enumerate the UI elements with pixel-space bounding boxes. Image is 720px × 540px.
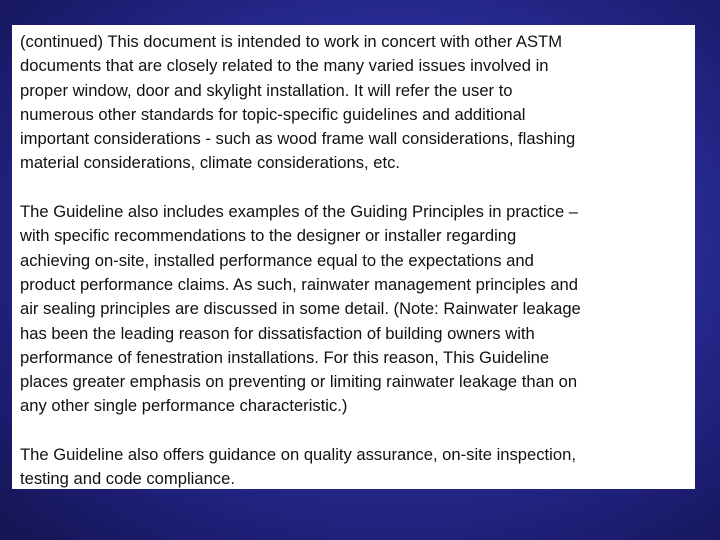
paragraph-continued-intro: (continued) This document is intended to work in concert with other ASTM documents that are closely related to the many varied issues involved in proper window, door and skylight installation. It will refer the user to numerous other standards for topic-specific guidelines and additional important considerations - such as wood frame wall considerations, flashing material considerations, climate considerations, etc.	[20, 32, 576, 173]
paragraph-quality-assurance: The Guideline also offers guidance on quality assurance, on-site inspection, testing and code compliance.	[20, 445, 576, 489]
slide-text-panel	[12, 25, 695, 489]
paragraph-guiding-principles: The Guideline also includes examples of the Guiding Principles in practice – with specific recommendations to the designer or installer regarding achieving on-site, installed performance equal to the expectations and product performance claims. As such, rainwater management principles and air sealing principles are discussed in some detail. (Note: Rainwater leakage has been the leading reason for dissatisfaction of building owners with performance of fenestration installations. For this reason, This Guideline places greater emphasis on preventing or limiting rainwater leakage than on any other single performance characteristic.)	[20, 202, 581, 416]
